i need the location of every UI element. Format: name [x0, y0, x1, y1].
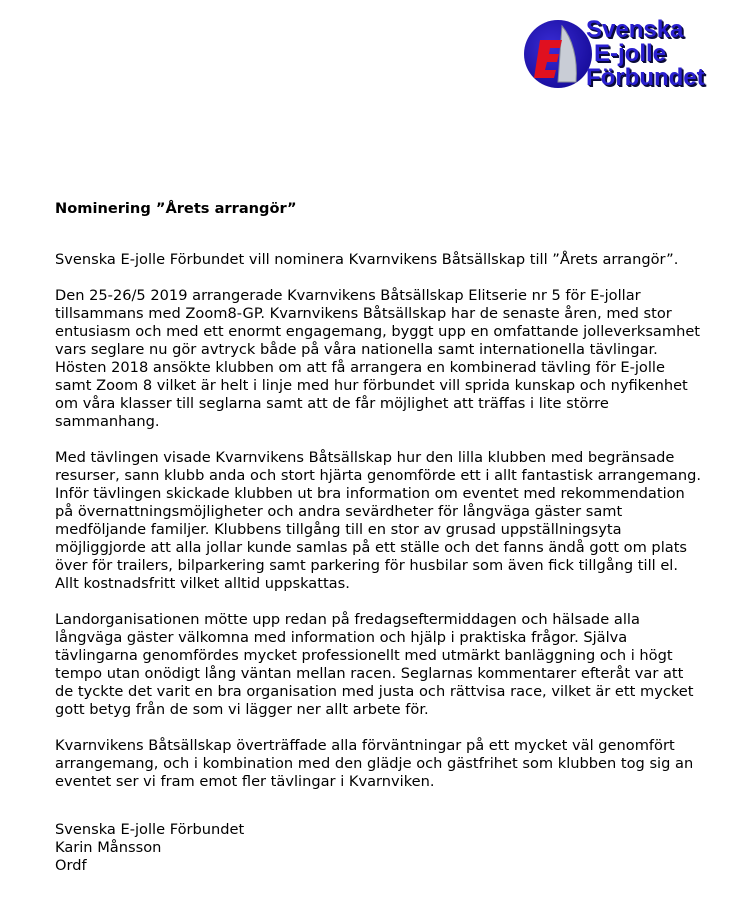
logo-sail-icon [532, 24, 588, 86]
paragraph-1: Svenska E-jolle Förbundet vill nominera Kvarnvikens Båtsällskap till ”Årets arrangör”. [55, 251, 679, 268]
federation-logo [524, 10, 724, 100]
signature-name: Karin Månsson [55, 839, 162, 856]
logo-wordmark [586, 18, 705, 90]
signature-role: Ordf [55, 857, 87, 874]
paragraph-5: Kvarnvikens Båtsällskap överträffade alla förväntningar på ett mycket väl genomfört arrangemang, och i kombination med den glädje och gästfrihet som klubben tog sig an eventet ser vi fram emot fler tävlingar i Kvarnviken. [55, 737, 694, 790]
paragraph-2: Den 25-26/5 2019 arrangerade Kvarnvikens Båtsällskap Elitserie nr 5 för E-jollar tillsammans med Zoom8-GP. Kvarnvikens Båtsällskap har de senaste åren, med stor entusiasm och med ett enormt engagemang, byggt upp en omfattande jolleverksamhet vars seglare nu gör avtryck både på våra nationella samt internationella tävlingar. Hösten 2018 ansökte klubben om att få arrangera en kombinerad tävling för E-jolle samt Zoom 8 vilket är helt i linje med hur förbundet vill sprida kunskap och nyfikenhet om våra klasser till seglarna samt att de får möjlighet att träffas i lite större sammanhang. [55, 287, 701, 430]
signature-block [55, 821, 705, 875]
signature-organization: Svenska E-jolle Förbundet [55, 821, 245, 838]
paragraph-3: Med tävlingen visade Kvarnvikens Båtsällskap hur den lilla klubben med begränsade resurser, sann klubb anda och stort hjärta genomförde ett i allt fantastisk arrangemang. Inför tävlingen skickade klubben ut bra information om eventet med rekommendation på övernattningsmöjligheter och andra sevärdheter för långväga gäster samt medföljande familjer. Klubbens tillgång till en stor av grusad uppställningsyta möjliggjorde att alla jollar kunde samlas på ett ställe och det fanns ändå gott om plats över för trailers, bilparkering samt parkering för husbilar som även fick tillgång till el. Allt kostnadsfritt vilket alltid uppskattas. [55, 449, 702, 592]
logo-line-1: Svenska [586, 16, 684, 43]
logo-line-3: Förbundet [586, 64, 705, 91]
logo-line-2: E-jolle [594, 40, 667, 67]
document-title: Nominering ”Årets arrangör” [55, 200, 297, 217]
letter-body [55, 200, 705, 875]
paragraph-4: Landorganisationen mötte upp redan på fredagseftermiddagen och hälsade alla långväga gäster välkomna med information och hjälp i praktiska frågor. Själva tävlingarna genomfördes mycket professionellt med utmärkt banläggning och i högt tempo utan onödigt lång väntan mellan racen. Seglarnas kommentarer efteråt var att de tyckte det varit en bra organisation med justa och rättvisa race, vilket är ett mycket gott betyg från de som vi lägger ner allt arbete för. [55, 611, 694, 718]
